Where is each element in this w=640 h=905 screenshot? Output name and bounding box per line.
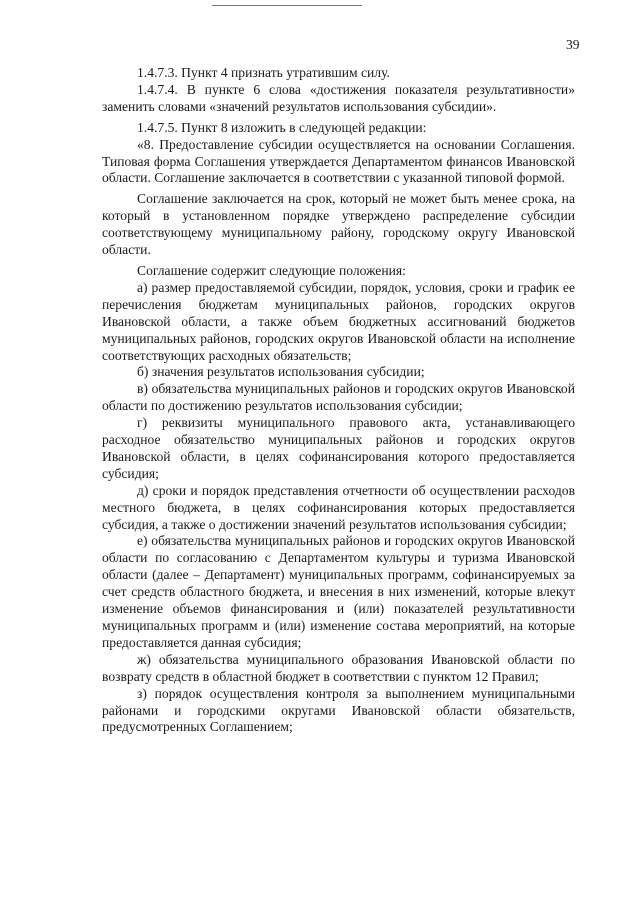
document-body — [102, 65, 575, 736]
list-item-e: е) обязательства муниципальных районов и городских округов Ивановской области по согласованию с Департаментом культуры и туризма Ивановской области (далее – Департамент) муниципальных программ, софинансируемых за счет средств областного бюджета, и внесения в них изменений, которые влекут изменение объемов финансирования и (или) показателей результативности муниципальных программ и (или) изменение состава мероприятий, на которые предоставляется данная субсидия; — [102, 533, 575, 650]
paragraph-1-4-7-3: 1.4.7.3. Пункт 4 признать утратившим силу. — [137, 65, 390, 80]
page-number: 39 — [566, 37, 580, 52]
top-rule — [212, 5, 362, 6]
list-item-d: д) сроки и порядок представления отчетности об осуществлении расходов местного бюджета, в целях софинансирования которых предоставляется субсидия, а также о достижении значений результатов использования субсидии; — [102, 482, 575, 532]
list-item-g: г) реквизиты муниципального правового акта, устанавливающего расходное обязательство муниципальных районов и городских округов Ивановской области, в целях софинансирования которого предоставляется субсидия; — [102, 415, 575, 481]
paragraph-point-8: «8. Предоставление субсидии осуществляется на основании Соглашения. Типовая форма Соглашения утверждается Департаментом финансов Ивановской области. Соглашение заключается в соответствии с указанной типовой формой. — [102, 136, 575, 186]
list-item-z: з) порядок осуществления контроля за выполнением муниципальными районами и городскими округами Ивановской области обязательств, предусмотренных Соглашением; — [102, 685, 575, 735]
list-item-b: б) значения результатов использования субсидии; — [137, 364, 425, 380]
list-item-a: а) размер предоставляемой субсидии, порядок, условия, сроки и график ее перечисления бюджетам муниципальных районов, городских округов Ивановской области, а также объем бюджетных ассигнований бюджетов муниципальных районов, городских округов Ивановской области на исполнение соответствующих расходных обязательств; — [102, 279, 575, 363]
paragraph-1-4-7-5: 1.4.7.5. Пункт 8 изложить в следующей редакции: — [137, 119, 427, 135]
paragraph-agreement-term: Соглашение заключается на срок, который не может быть менее срока, на который в установленном порядке утверждено распределение субсидии соответствующему муниципальному району, городскому округу Ивановской области. — [102, 191, 575, 258]
paragraph-agreement-contents: Соглашение содержит следующие положения: — [137, 262, 406, 278]
list-item-zh: ж) обязательства муниципального образования Ивановской области по возврату средств в областной бюджет в соответствии с пунктом 12 Правил; — [102, 651, 575, 684]
paragraph-1-4-7-4: 1.4.7.4. В пункте 6 слова «достижения показателя результативности» заменить словами «значений результатов использования субсидии». — [102, 81, 575, 114]
list-item-v: в) обязательства муниципальных районов и городских округов Ивановской области по достижению результатов использования субсидии; — [102, 381, 575, 414]
